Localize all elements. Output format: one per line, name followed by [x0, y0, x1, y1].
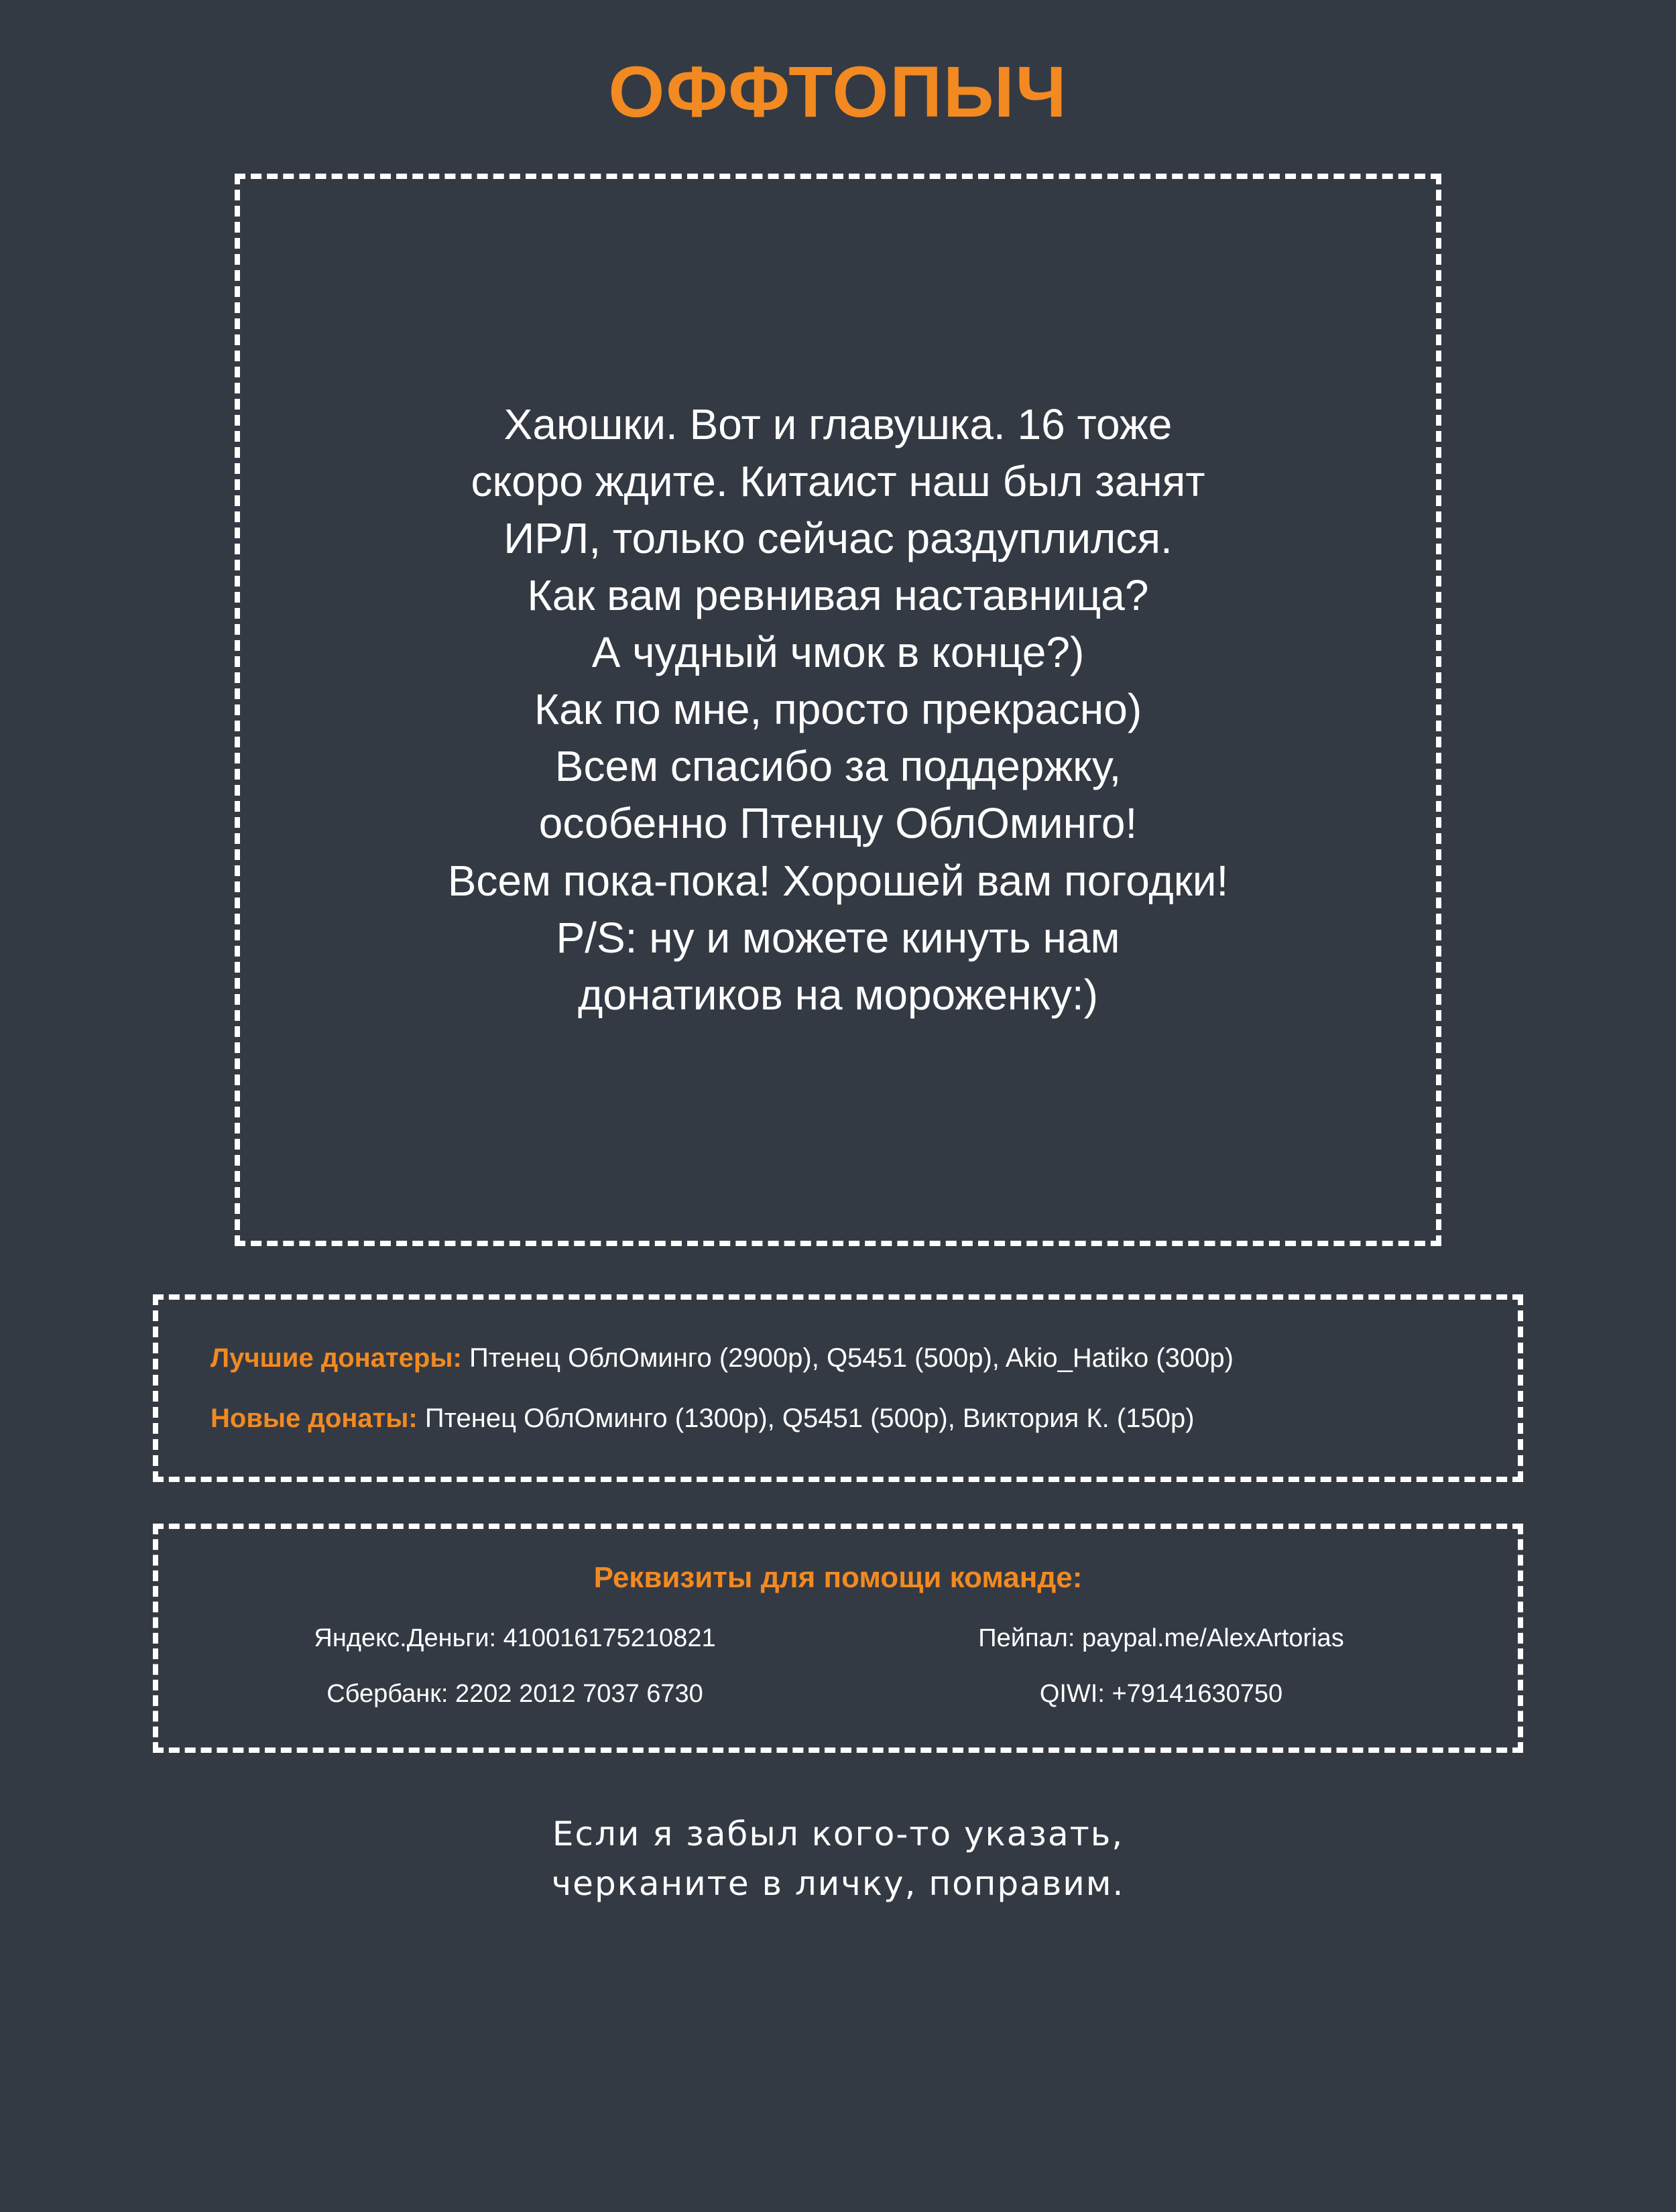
main-note-line: Как по мне, просто прекрасно) [534, 685, 1142, 734]
main-note-line: Всем пока-пока! Хорошей вам погодки! [447, 856, 1229, 905]
payment-details-box [153, 1524, 1523, 1753]
main-note-line: особенно Птенцу ОблОминго! [538, 799, 1138, 848]
footer-note [0, 1810, 1676, 1907]
new-donations-line [211, 1398, 1465, 1439]
main-note-line: скоро ждите. Китаист наш был занят [471, 456, 1205, 505]
payment-item-paypal: Пейпал: paypal.me/AlexArtorias [978, 1623, 1344, 1652]
main-note-line: P/S: ну и можете кинуть нам [556, 913, 1120, 962]
main-note-line: донатиков на мороженку:) [578, 970, 1098, 1019]
best-donors-line [211, 1337, 1465, 1379]
main-note-box [235, 174, 1441, 1246]
payment-item-yandex: Яндекс.Деньги: 410016175210821 [314, 1623, 716, 1652]
main-note-text [421, 369, 1256, 1050]
best-donors-value: Птенец ОблОминго (2900р), Q5451 (500р), Akio_Hatiko (300р) [469, 1343, 1234, 1373]
page-title: ОФФТОПЫЧ [608, 51, 1068, 132]
payment-details-title: Реквизиты для помощи команде: [593, 1560, 1083, 1594]
payment-item-qiwi: QIWI: +79141630750 [1039, 1679, 1283, 1708]
payment-details-grid [198, 1624, 1478, 1709]
footer-line-1: Если я забыл кого-то указать, [552, 1814, 1124, 1853]
main-note-line: Как вам ревнивая наставница? [527, 571, 1149, 620]
main-note-line: Всем спасибо за поддержку, [554, 742, 1122, 791]
new-donations-label: Новые донаты: [211, 1403, 418, 1433]
main-note-line: ИРЛ, только сейчас раздуплился. [503, 513, 1173, 562]
footer-line-2: черканите в личку, поправим. [551, 1863, 1125, 1903]
main-note-line: А чудный чмок в конце?) [591, 628, 1085, 677]
best-donors-label: Лучшие донатеры: [211, 1343, 462, 1373]
main-note-line: Хаюшки. Вот и главушка. 16 тоже [503, 400, 1173, 448]
donors-box [153, 1294, 1523, 1482]
payment-item-sberbank: Сбербанк: 2202 2012 7037 6730 [326, 1679, 703, 1708]
new-donations-value: Птенец ОблОминго (1300р), Q5451 (500р), Виктория К. (150р) [424, 1403, 1195, 1433]
